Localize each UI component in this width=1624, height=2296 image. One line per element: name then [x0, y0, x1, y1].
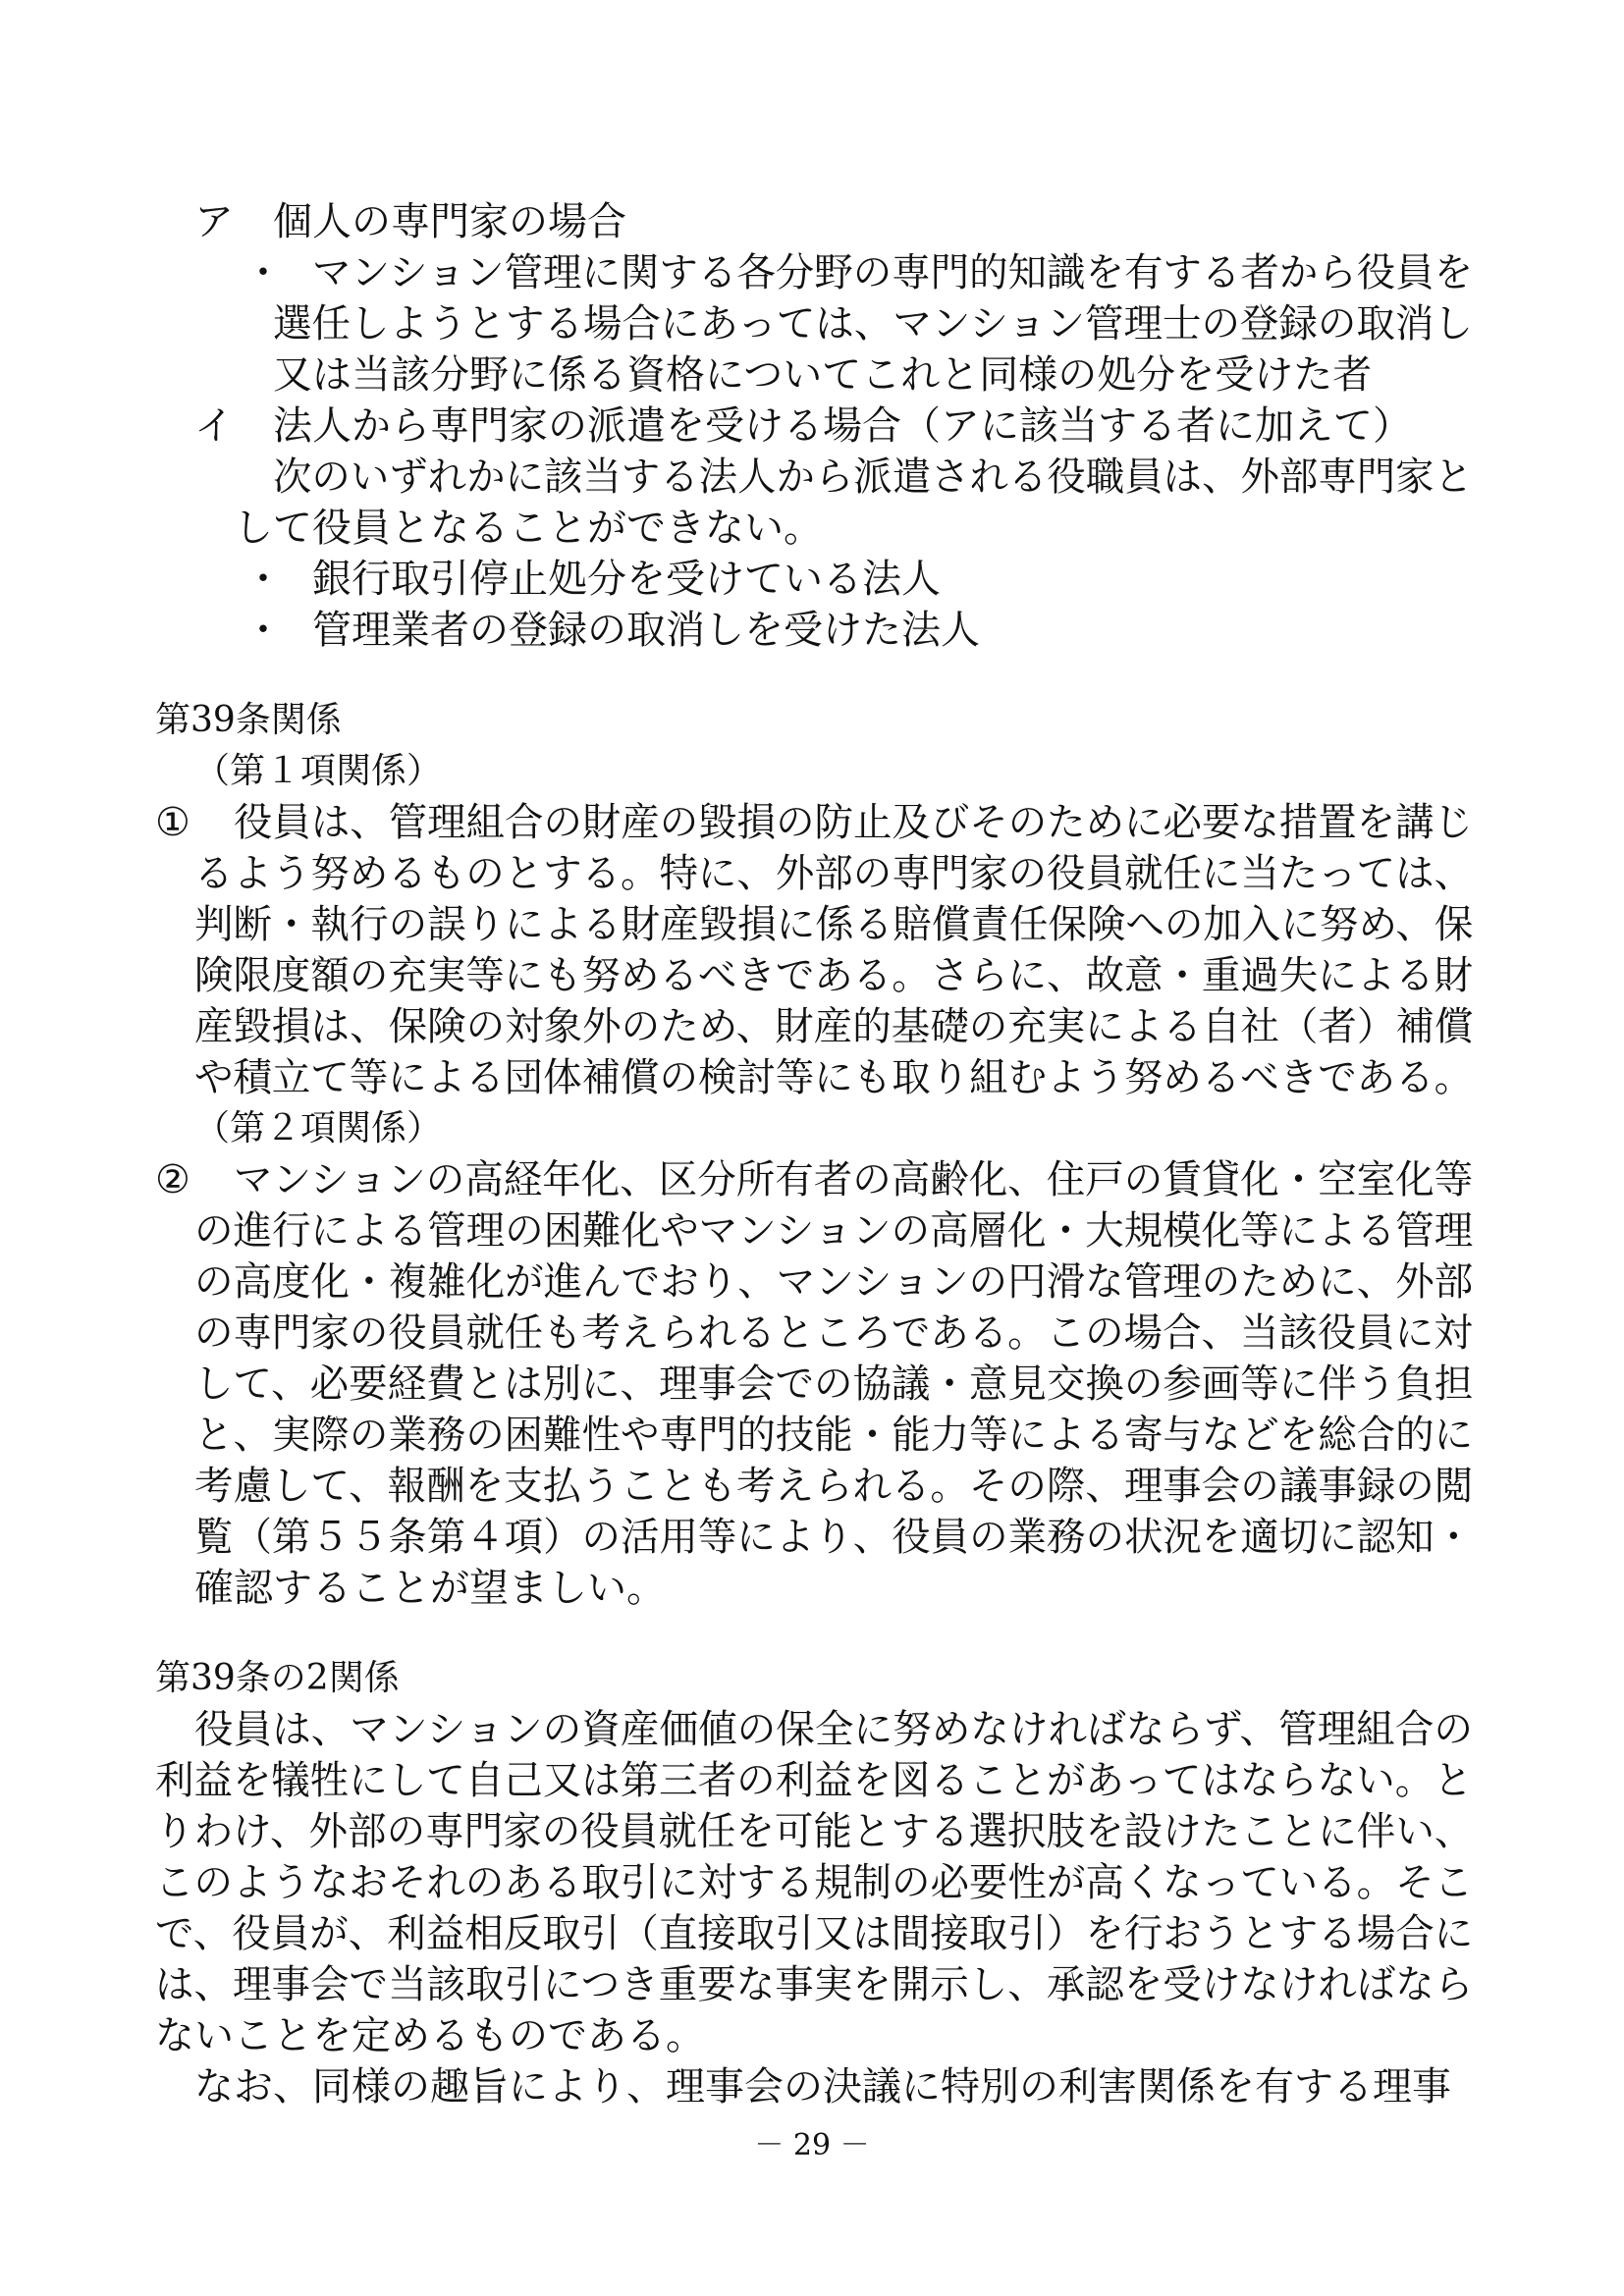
- article-39-2-line: 利益を犠牲にして自己又は第三者の利益を図ることがあってはならない。と: [155, 1758, 1473, 1803]
- article-39-2-line: なお、同様の趣旨により、理事会の決議に特別の利害関係を有する理事: [194, 2064, 1451, 2109]
- section-i-bullet: ・: [244, 608, 283, 653]
- article-39-paragraph-2-line: の高度化・複雑化が進んでおり、マンションの円滑な管理のために、外部: [194, 1259, 1474, 1305]
- section-a-bullet: ・: [244, 250, 283, 295]
- paragraph-marker-2: ②: [155, 1157, 190, 1202]
- article-39-paragraph-1-line: や積立て等による団体補償の検討等にも取り組むよう努めるべきである。: [194, 1055, 1474, 1100]
- section-i-bullet-text: 管理業者の登録の取消しを受けた法人: [312, 608, 980, 653]
- article-39-paragraph-1-subheading: （第１項関係）: [194, 751, 443, 791]
- article-39-paragraph-2-line: と、実際の業務の困難性や専門的技能・能力等による寄与などを総合的に: [194, 1413, 1474, 1458]
- article-39-paragraph-1-line: 険限度額の充実等にも努めるべきである。さらに、故意・重過失による財: [194, 953, 1474, 998]
- article-39-paragraph-1-line: るよう努めるものとする。特に、外部の専門家の役員就任に当たっては、: [194, 851, 1474, 896]
- article-39-paragraph-2-line: して、必要経費とは別に、理事会での協議・意見交換の参画等に伴う負担: [194, 1362, 1474, 1407]
- paragraph-marker-1: ①: [155, 800, 190, 845]
- article-39-paragraph-2-line: の進行による管理の困難化やマンションの高層化・大規模化等による管理: [194, 1208, 1474, 1254]
- article-39-paragraph-2-line: の専門家の役員就任も考えられるところである。この場合、当該役員に対: [194, 1310, 1473, 1356]
- article-39-2-line: このようなおそれのある取引に対する規制の必要性が高くなっている。そこ: [155, 1860, 1474, 1905]
- article-39-2-line: は、理事会で当該取引につき重要な事実を開示し、承認を受けなければなら: [155, 1962, 1474, 2007]
- article-39-paragraph-1-line: 役員は、管理組合の財産の毀損の防止及びそのために必要な措置を講じ: [234, 800, 1473, 845]
- section-i-body-line: して役員となることができない。: [234, 506, 823, 551]
- section-a-bullet-line: 選任しようとする場合にあっては、マンション管理士の登録の取消し: [273, 301, 1473, 347]
- article-39-2-line: 役員は、マンションの資産価値の保全に努めなければならず、管理組合の: [194, 1707, 1473, 1752]
- article-39-heading: 第39条関係: [155, 700, 342, 740]
- article-39-2-line: ないことを定めるものである。: [155, 2013, 705, 2058]
- article-39-paragraph-2-subheading: （第２項関係）: [194, 1108, 443, 1148]
- section-i-label: イ: [194, 403, 234, 449]
- section-a-bullet-line: 又は当該分野に係る資格についてこれと同様の処分を受けた者: [273, 352, 1373, 398]
- article-39-paragraph-1-line: 判断・執行の誤りによる財産毀損に係る賠償責任保険への加入に努め、保: [194, 902, 1474, 947]
- article-39-paragraph-1-line: 産毀損は、保険の対象外のため、財産的基礎の充実による自社（者）補償: [194, 1004, 1474, 1049]
- section-a-title: 個人の専門家の場合: [273, 199, 626, 244]
- article-39-2-line: りわけ、外部の専門家の役員就任を可能とする選択肢を設けたことに伴い、: [155, 1809, 1474, 1854]
- section-i-title: 法人から専門家の派遣を受ける場合（アに該当する者に加えて）: [273, 403, 1412, 449]
- section-a-label: ア: [194, 199, 234, 244]
- section-i-bullet: ・: [244, 557, 283, 602]
- article-39-paragraph-2-line: 確認することが望ましい。: [194, 1566, 666, 1611]
- article-39-paragraph-2-line: 覧（第５５条第４項）の活用等により、役員の業務の状況を適切に認知・: [194, 1515, 1474, 1560]
- section-a-bullet-line: マンション管理に関する各分野の専門的知識を有する者から役員を: [312, 250, 1474, 295]
- page-number: － 29 －: [754, 2128, 870, 2163]
- article-39-paragraph-2-line: 考慮して、報酬を支払うことも考えられる。その際、理事会の議事録の閲: [194, 1464, 1474, 1509]
- section-i-bullet-text: 銀行取引停止処分を受けている法人: [312, 557, 941, 602]
- article-39-paragraph-2-line: マンションの高経年化、区分所有者の高齢化、住戸の賃貸化・空室化等: [234, 1157, 1474, 1202]
- article-39-2-heading: 第39条の2関係: [155, 1658, 400, 1698]
- section-i-body-line: 次のいずれかに該当する法人から派遣される役職員は、外部専門家と: [273, 454, 1474, 500]
- article-39-2-line: で、役員が、利益相反取引（直接取引又は間接取引）を行おうとする場合に: [155, 1911, 1474, 1956]
